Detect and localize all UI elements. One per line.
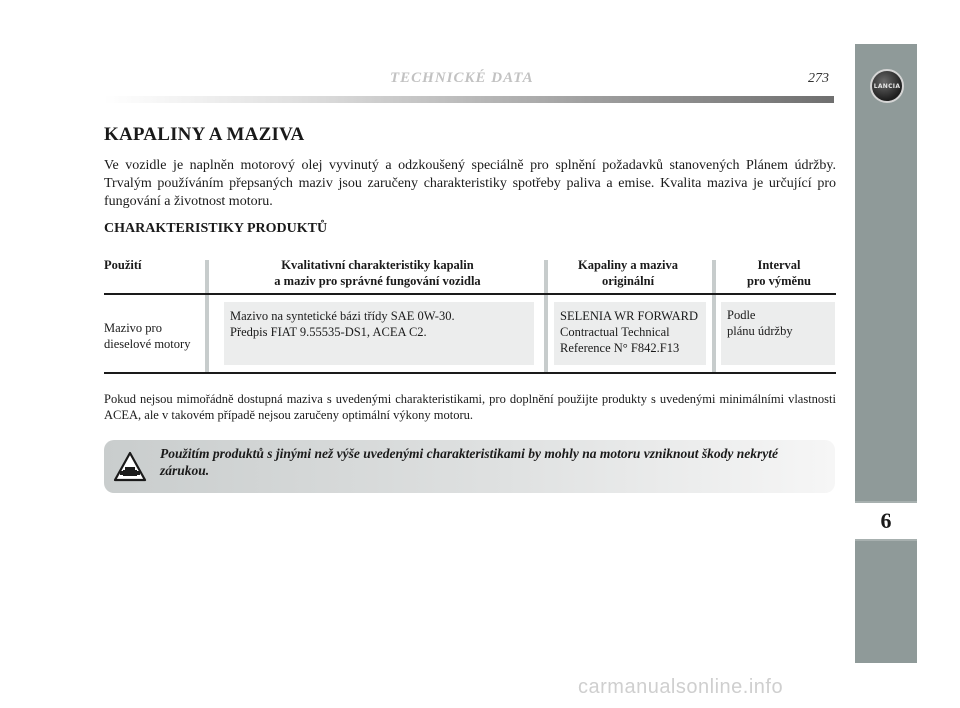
column-header-quality bbox=[215, 257, 540, 289]
table-header-rule bbox=[104, 293, 836, 295]
table-bottom-rule bbox=[104, 372, 836, 374]
running-header-title: TECHNICKÉ DATA bbox=[390, 70, 534, 86]
original-line3: Reference N° F842.F13 bbox=[560, 341, 680, 355]
column-header-interval-line1: Interval bbox=[757, 258, 801, 272]
note-paragraph: Pokud nejsou mimořádně dostupná maziva s uvedenými charakteristikami, pro doplnění použijte produkty s uvedenými minimálními vlastnosti ACEA, ale v takovém případě nejsou zaručeny optimální výkony motoru. bbox=[104, 392, 836, 422]
column-header-quality-line1: Kvalitativní charakteristiky kapalin bbox=[281, 258, 474, 272]
table-row-usage bbox=[104, 320, 190, 352]
column-header-quality-line2: a maziv pro správné fungování vozidla bbox=[274, 274, 481, 288]
quality-line1: Mazivo na syntetické bázi třídy SAE 0W-30. bbox=[230, 309, 455, 323]
logo-text: LANCIA bbox=[873, 82, 901, 90]
usage-line2: dieselové motory bbox=[104, 337, 191, 351]
interval-line2: plánu údržby bbox=[727, 324, 793, 338]
column-header-original bbox=[548, 257, 708, 289]
column-header-usage: Použití bbox=[104, 258, 142, 272]
column-header-original-line2: originální bbox=[601, 274, 655, 288]
chapter-side-bar bbox=[855, 44, 917, 663]
column-header-interval-line2: pro výměnu bbox=[746, 274, 811, 288]
chapter-tab[interactable] bbox=[855, 501, 917, 541]
lancia-logo-icon bbox=[870, 69, 904, 103]
column-header-original-line1: Kapaliny a maziva bbox=[577, 258, 678, 272]
interval-line1: Podle bbox=[727, 308, 756, 322]
original-line1: SELENIA WR FORWARD bbox=[560, 309, 698, 323]
column-separator bbox=[712, 260, 716, 373]
table-cell-quality bbox=[224, 302, 534, 365]
engine-warning-icon bbox=[113, 451, 147, 483]
table-cell-interval bbox=[721, 302, 835, 365]
usage-line1: Mazivo pro bbox=[104, 321, 162, 335]
warning-text: Použitím produktů s jinými než výše uvedenými charakteristikami by mohly na motoru vzniknout škody nekryté zárukou. bbox=[160, 446, 779, 478]
header-gradient-rule bbox=[104, 96, 834, 103]
subsection-heading: CHARAKTERISTIKY PRODUKTŮ bbox=[104, 221, 328, 236]
table-cell-original bbox=[554, 302, 706, 365]
column-separator bbox=[544, 260, 548, 373]
column-separator bbox=[205, 260, 209, 373]
chapter-number: 6 bbox=[880, 508, 892, 533]
page-number: 273 bbox=[808, 71, 829, 86]
intro-paragraph: Ve vozidle je naplněn motorový olej vyvinutý a odzkoušený speciálně pro splnění požadavků stanovených Plánem údržby. Trvalým používáním přepsaných maziv jsou zaručeny charakteristiky spotřeby paliva a emise. Kvalita maziva je určující pro fungování a životnost motoru. bbox=[104, 158, 836, 209]
watermark: carmanualsonline.info bbox=[578, 676, 784, 698]
column-header-interval bbox=[720, 257, 838, 289]
quality-line2: Předpis FIAT 9.55535-DS1, ACEA C2. bbox=[230, 325, 427, 339]
original-line2: Contractual Technical bbox=[560, 325, 670, 339]
section-heading: KAPALINY A MAZIVA bbox=[104, 124, 305, 145]
